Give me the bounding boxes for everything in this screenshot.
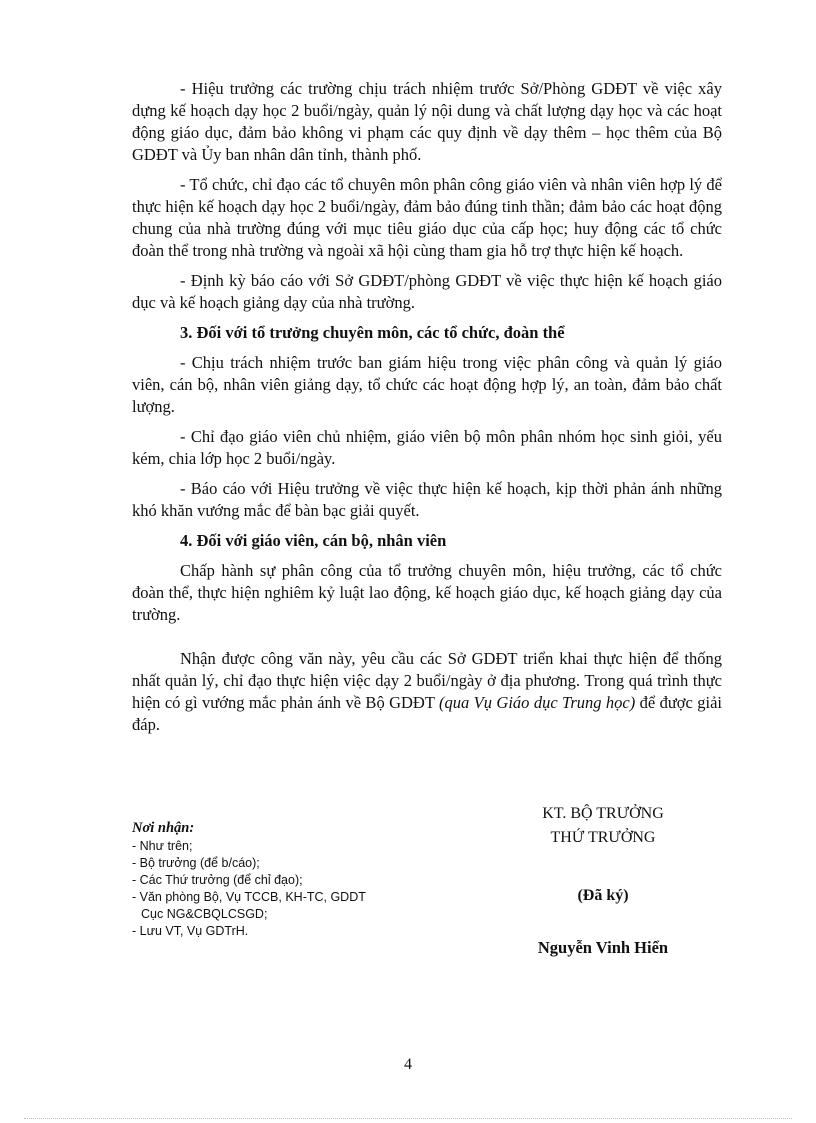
recipient-item: - Văn phòng Bộ, Vụ TCCB, KH-TC, GDDT: [132, 890, 366, 904]
closing-text-b: để được giải đáp.: [132, 693, 722, 734]
recipient-item: - Các Thứ trưởng (để chỉ đạo);: [132, 873, 303, 887]
signer-block: [488, 802, 718, 960]
closing-text-italic: (qua Vụ Giáo dục Trung học): [439, 693, 636, 712]
paragraph-periodic-report: - Định kỳ báo cáo với Sở GDĐT/phòng GDĐT về việc thực hiện kế hoạch giáo dục và kế hoạch giảng dạy của nhà trường.: [132, 271, 722, 312]
section-heading-4: 4. Đối với giáo viên, cán bộ, nhân viên: [180, 531, 447, 550]
paragraph-board-responsibility: - Chịu trách nhiệm trước ban giám hiệu trong việc phân công và quản lý giáo viên, cán bộ, nhân viên giảng dạy, tổ chức các hoạt động hợp lý, an toàn, đảm bảo chất lượng.: [132, 353, 722, 416]
signed-mark: (Đã ký): [577, 887, 629, 904]
page-bottom-divider: [24, 1118, 792, 1119]
signer-title-line1: KT. BỘ TRƯỞNG: [542, 805, 664, 822]
recipients-block: [132, 820, 432, 940]
recipient-item-continued: Cục NG&CBQLCSGD;: [141, 907, 268, 921]
page-number: 4: [404, 1056, 412, 1073]
recipient-item: - Lưu VT, Vụ GDTrH.: [132, 924, 249, 938]
section-heading-3: 3. Đối với tổ trưởng chuyên môn, các tổ chức, đoàn thể: [180, 323, 565, 342]
document-body: [132, 78, 722, 744]
closing-paragraph: [132, 648, 722, 736]
paragraph-homeroom-direction: - Chỉ đạo giáo viên chủ nhiệm, giáo viên bộ môn phân nhóm học sinh giỏi, yếu kém, chia lớp học 2 buổi/ngày.: [132, 427, 722, 468]
paragraph-teachers-compliance: Chấp hành sự phân công của tổ trưởng chuyên môn, hiệu trưởng, các tổ chức đoàn thể, thực hiện nghiêm kỷ luật lao động, kế hoạch giáo dục, kế hoạch giảng dạy của trường.: [132, 561, 722, 624]
paragraph-principal-responsibility: - Hiệu trưởng các trường chịu trách nhiệm trước Sở/Phòng GDĐT về việc xây dựng kế hoạch dạy học 2 buổi/ngày, quản lý nội dung và chất lượng dạy học và các hoạt động giáo dục, đảm bảo không vi phạm các quy định về dạy thêm – học thêm của Bộ GDĐT và Ủy ban nhân dân tỉnh, thành phố.: [132, 79, 722, 164]
paragraph-report-principal: - Báo cáo với Hiệu trưởng về việc thực hiện kế hoạch, kịp thời phản ánh những khó khăn vướng mắc để bàn bạc giải quyết.: [132, 479, 722, 520]
recipient-item: - Như trên;: [132, 839, 193, 853]
closing-text-a: Nhận được công văn này, yêu cầu các Sở GDĐT triển khai thực hiện để thống nhất quản lý, chỉ đạo thực hiện việc dạy 2 buổi/ngày ở địa phương. Trong quá trình thực hiện có gì vướng mắc phản ánh về Bộ GDĐT: [132, 649, 722, 712]
paragraph-organize-direct: - Tổ chức, chỉ đạo các tổ chuyên môn phân công giáo viên và nhân viên hợp lý để thực hiện kế hoạch dạy học 2 buổi/ngày, đảm bảo đúng tinh thần; đảm bảo các hoạt động chung của nhà trường đúng với mục tiêu giáo dục của cấp học; huy động các tổ chức đoàn thể trong nhà trường và ngoài xã hội cùng tham gia hỗ trợ thực hiện kế hoạch.: [132, 175, 722, 260]
signer-name: Nguyễn Vinh Hiển: [537, 938, 669, 957]
signer-title-line2: THỨ TRƯỞNG: [550, 829, 656, 846]
signature-area: [132, 802, 722, 972]
recipient-item: - Bộ trưởng (để b/cáo);: [132, 856, 260, 870]
recipients-title: Nơi nhận:: [132, 820, 195, 836]
